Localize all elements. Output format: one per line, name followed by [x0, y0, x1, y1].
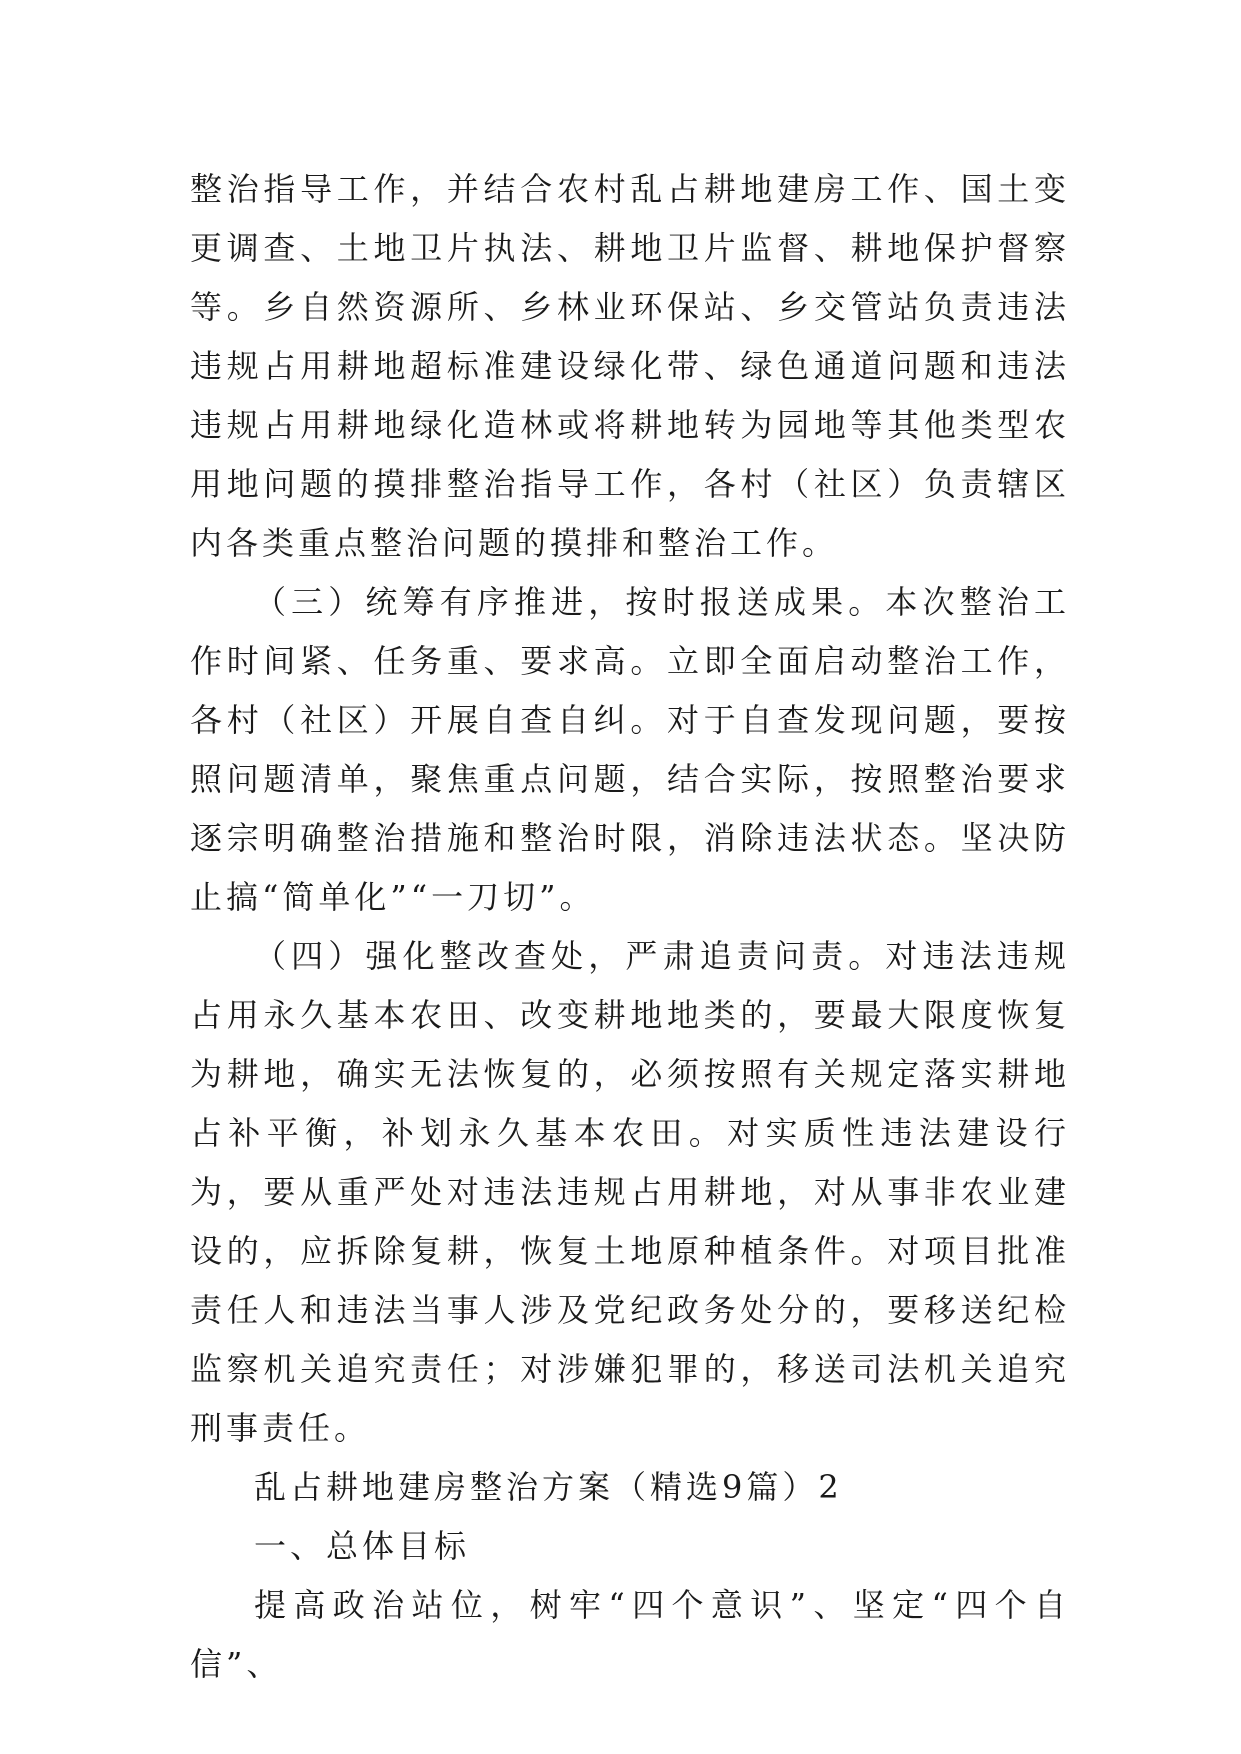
paragraph-goal-start: 提高政治站位，树牢“四个意识”、坚定“四个自信”、 — [190, 1586, 1070, 1683]
subheading-overall-goal: 一、总体目标 — [254, 1527, 471, 1565]
paragraph-section-three: （三）统筹有序推进，按时报送成果。本次整治工作时间紧、任务重、要求高。立即全面启动整治工作，各村（社区）开展自查自纠。对于自查发现问题，要按照问题清单，聚焦重点问题，结合实际，按照整治要求逐宗明确整治措施和整治时限，消除违法状态。坚决防止搞“简单化”“一刀切”。 — [190, 583, 1070, 916]
document-body — [190, 160, 1070, 1694]
section-title: 乱占耕地建房整治方案（精选9篇）2 — [254, 1468, 843, 1506]
paragraph-section-four: （四）强化整改查处，严肃追责问责。对违法违规占用永久基本农田、改变耕地地类的，要最大限度恢复为耕地，确实无法恢复的，必须按照有关规定落实耕地占补平衡，补划永久基本农田。对实质性违法建设行为，要从重严处对违法违规占用耕地，对从事非农业建设的，应拆除复耕，恢复土地原种植条件。对项目批准责任人和违法当事人涉及党纪政务处分的，要移送纪检监察机关追究责任；对涉嫌犯罪的，移送司法机关追究刑事责任。 — [190, 937, 1070, 1447]
paragraph-continued: 整治指导工作，并结合农村乱占耕地建房工作、国土变更调查、土地卫片执法、耕地卫片监督、耕地保护督察等。乡自然资源所、乡林业环保站、乡交管站负责违法违规占用耕地超标准建设绿化带、绿色通道问题和违法违规占用耕地绿化造林或将耕地转为园地等其他类型农用地问题的摸排整治指导工作，各村（社区）负责辖区内各类重点整治问题的摸排和整治工作。 — [190, 170, 1070, 562]
